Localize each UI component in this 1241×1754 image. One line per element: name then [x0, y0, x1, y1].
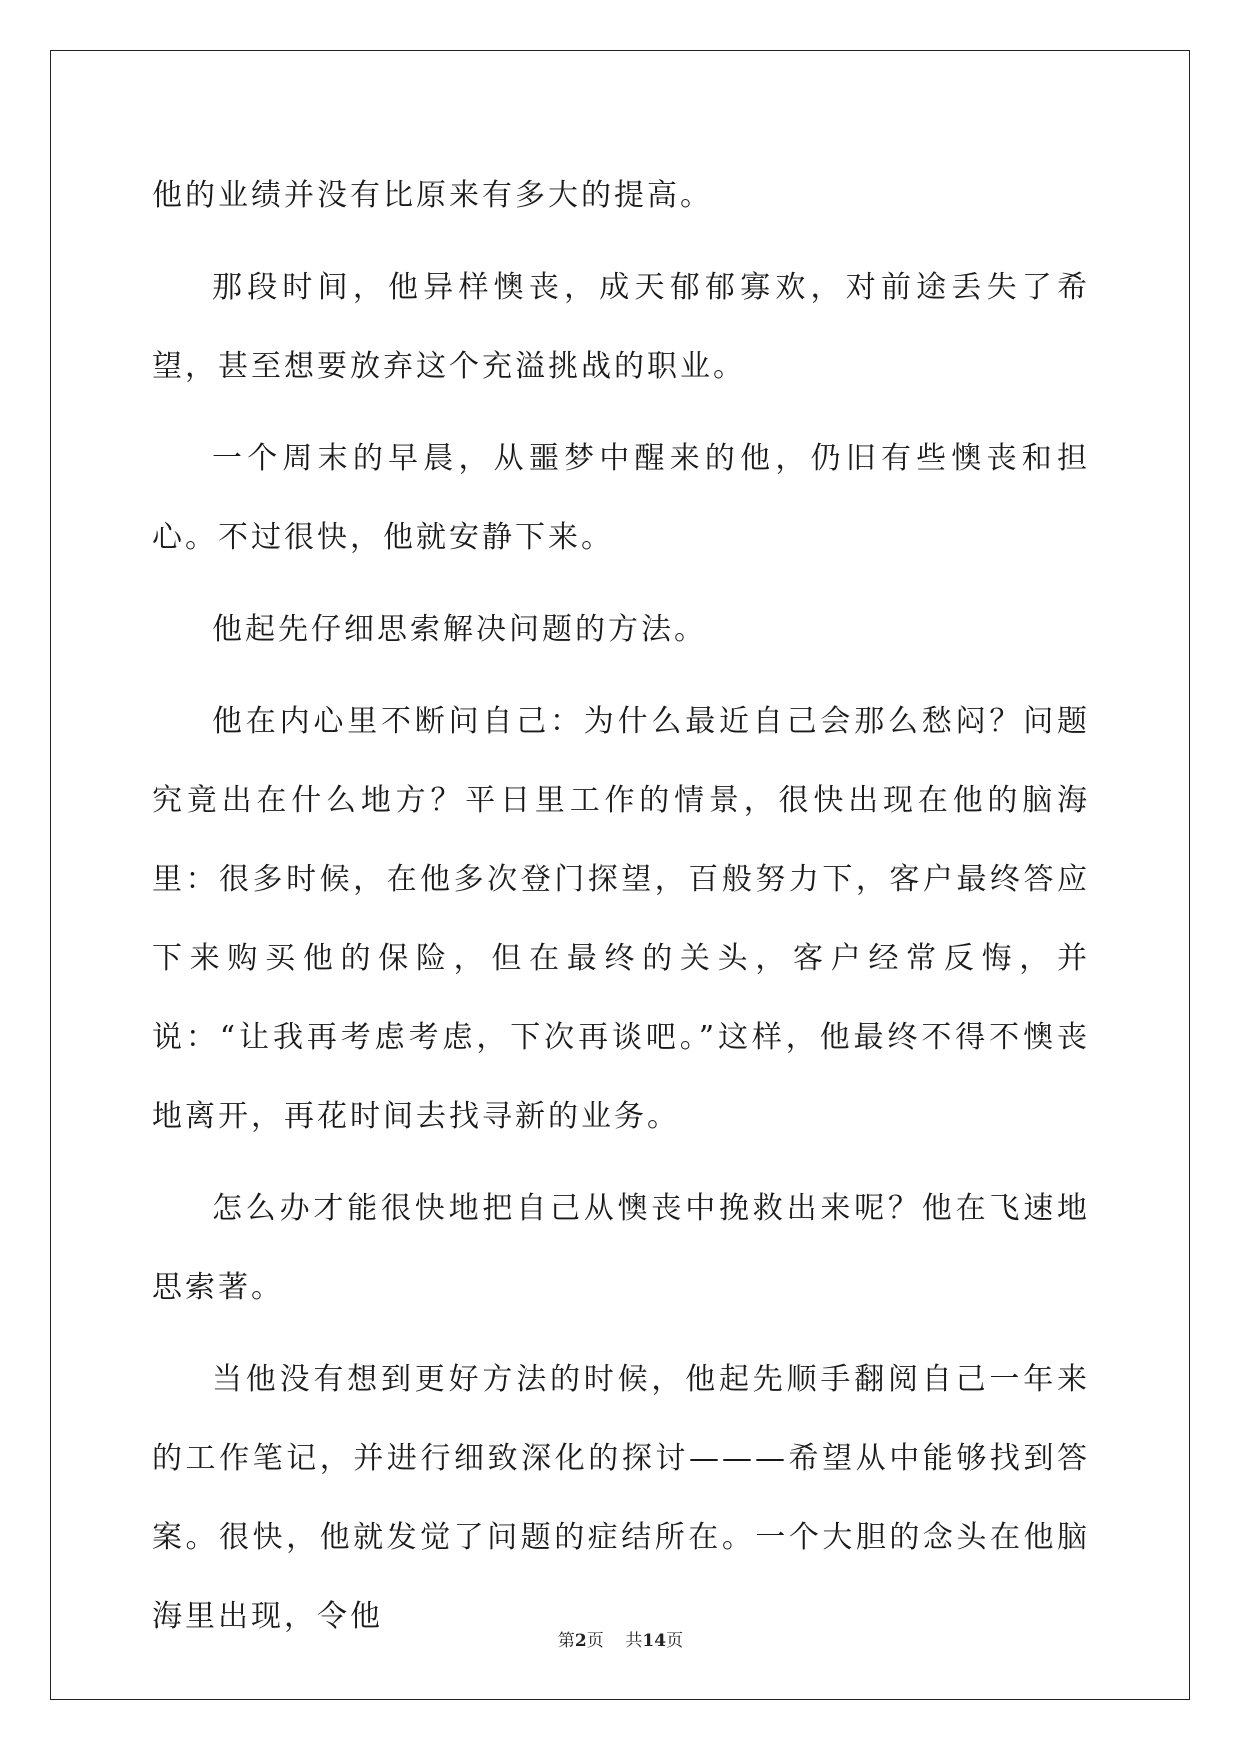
- document-body: [152, 156, 1090, 1669]
- paragraph-1: 他的业绩并没有比原来有多大的提高。: [152, 178, 713, 213]
- footer-prefix: 第: [557, 1631, 575, 1651]
- paragraph-5: 他在内心里不断问自己：为什么最近自己会那么愁闷？问题究竟出在什么地方？平日里工作的情景，很快出现在他的脑海里：很多时候，在他多次登门探望，百般努力下，客户最终答应下来购买他的保险，但在最终的关头，客户经常反悔，并说：“让我再考虑考虑，下次再谈吧。”这样，他最终不得不懊丧地离开，再花时间去找寻新的业务。: [152, 704, 1090, 1134]
- current-page-number: 2: [574, 1631, 587, 1651]
- paragraph-3: 一个周末的早晨，从噩梦中醒来的他，仍旧有些懊丧和担心。不过很快，他就安静下来。: [152, 441, 1090, 555]
- footer-page-suffix: 页: [586, 1631, 604, 1651]
- footer-total-prefix: 共: [625, 1631, 643, 1651]
- paragraph-7: 当他没有想到更好方法的时候，他起先顺手翻阅自己一年来的工作笔记，并进行细致深化的探讨———希望从中能够找到答案。很快，他就发觉了问题的症结所在。一个大胆的念头在他脑海里出现，令他: [152, 1362, 1090, 1634]
- paragraph-2: 那段时间，他异样懊丧，成天郁郁寡欢，对前途丢失了希望，甚至想要放弃这个充溢挑战的职业。: [152, 270, 1090, 384]
- paragraph-6: 怎么办才能很快地把自己从懊丧中挽救出来呢？他在飞速地思索著。: [152, 1191, 1090, 1305]
- total-pages-number: 14: [642, 1631, 667, 1651]
- paragraph-4: 他起先仔细思索解决问题的方法。: [212, 612, 707, 647]
- footer-total-suffix: 页: [666, 1631, 684, 1651]
- page-footer: [0, 1626, 1241, 1651]
